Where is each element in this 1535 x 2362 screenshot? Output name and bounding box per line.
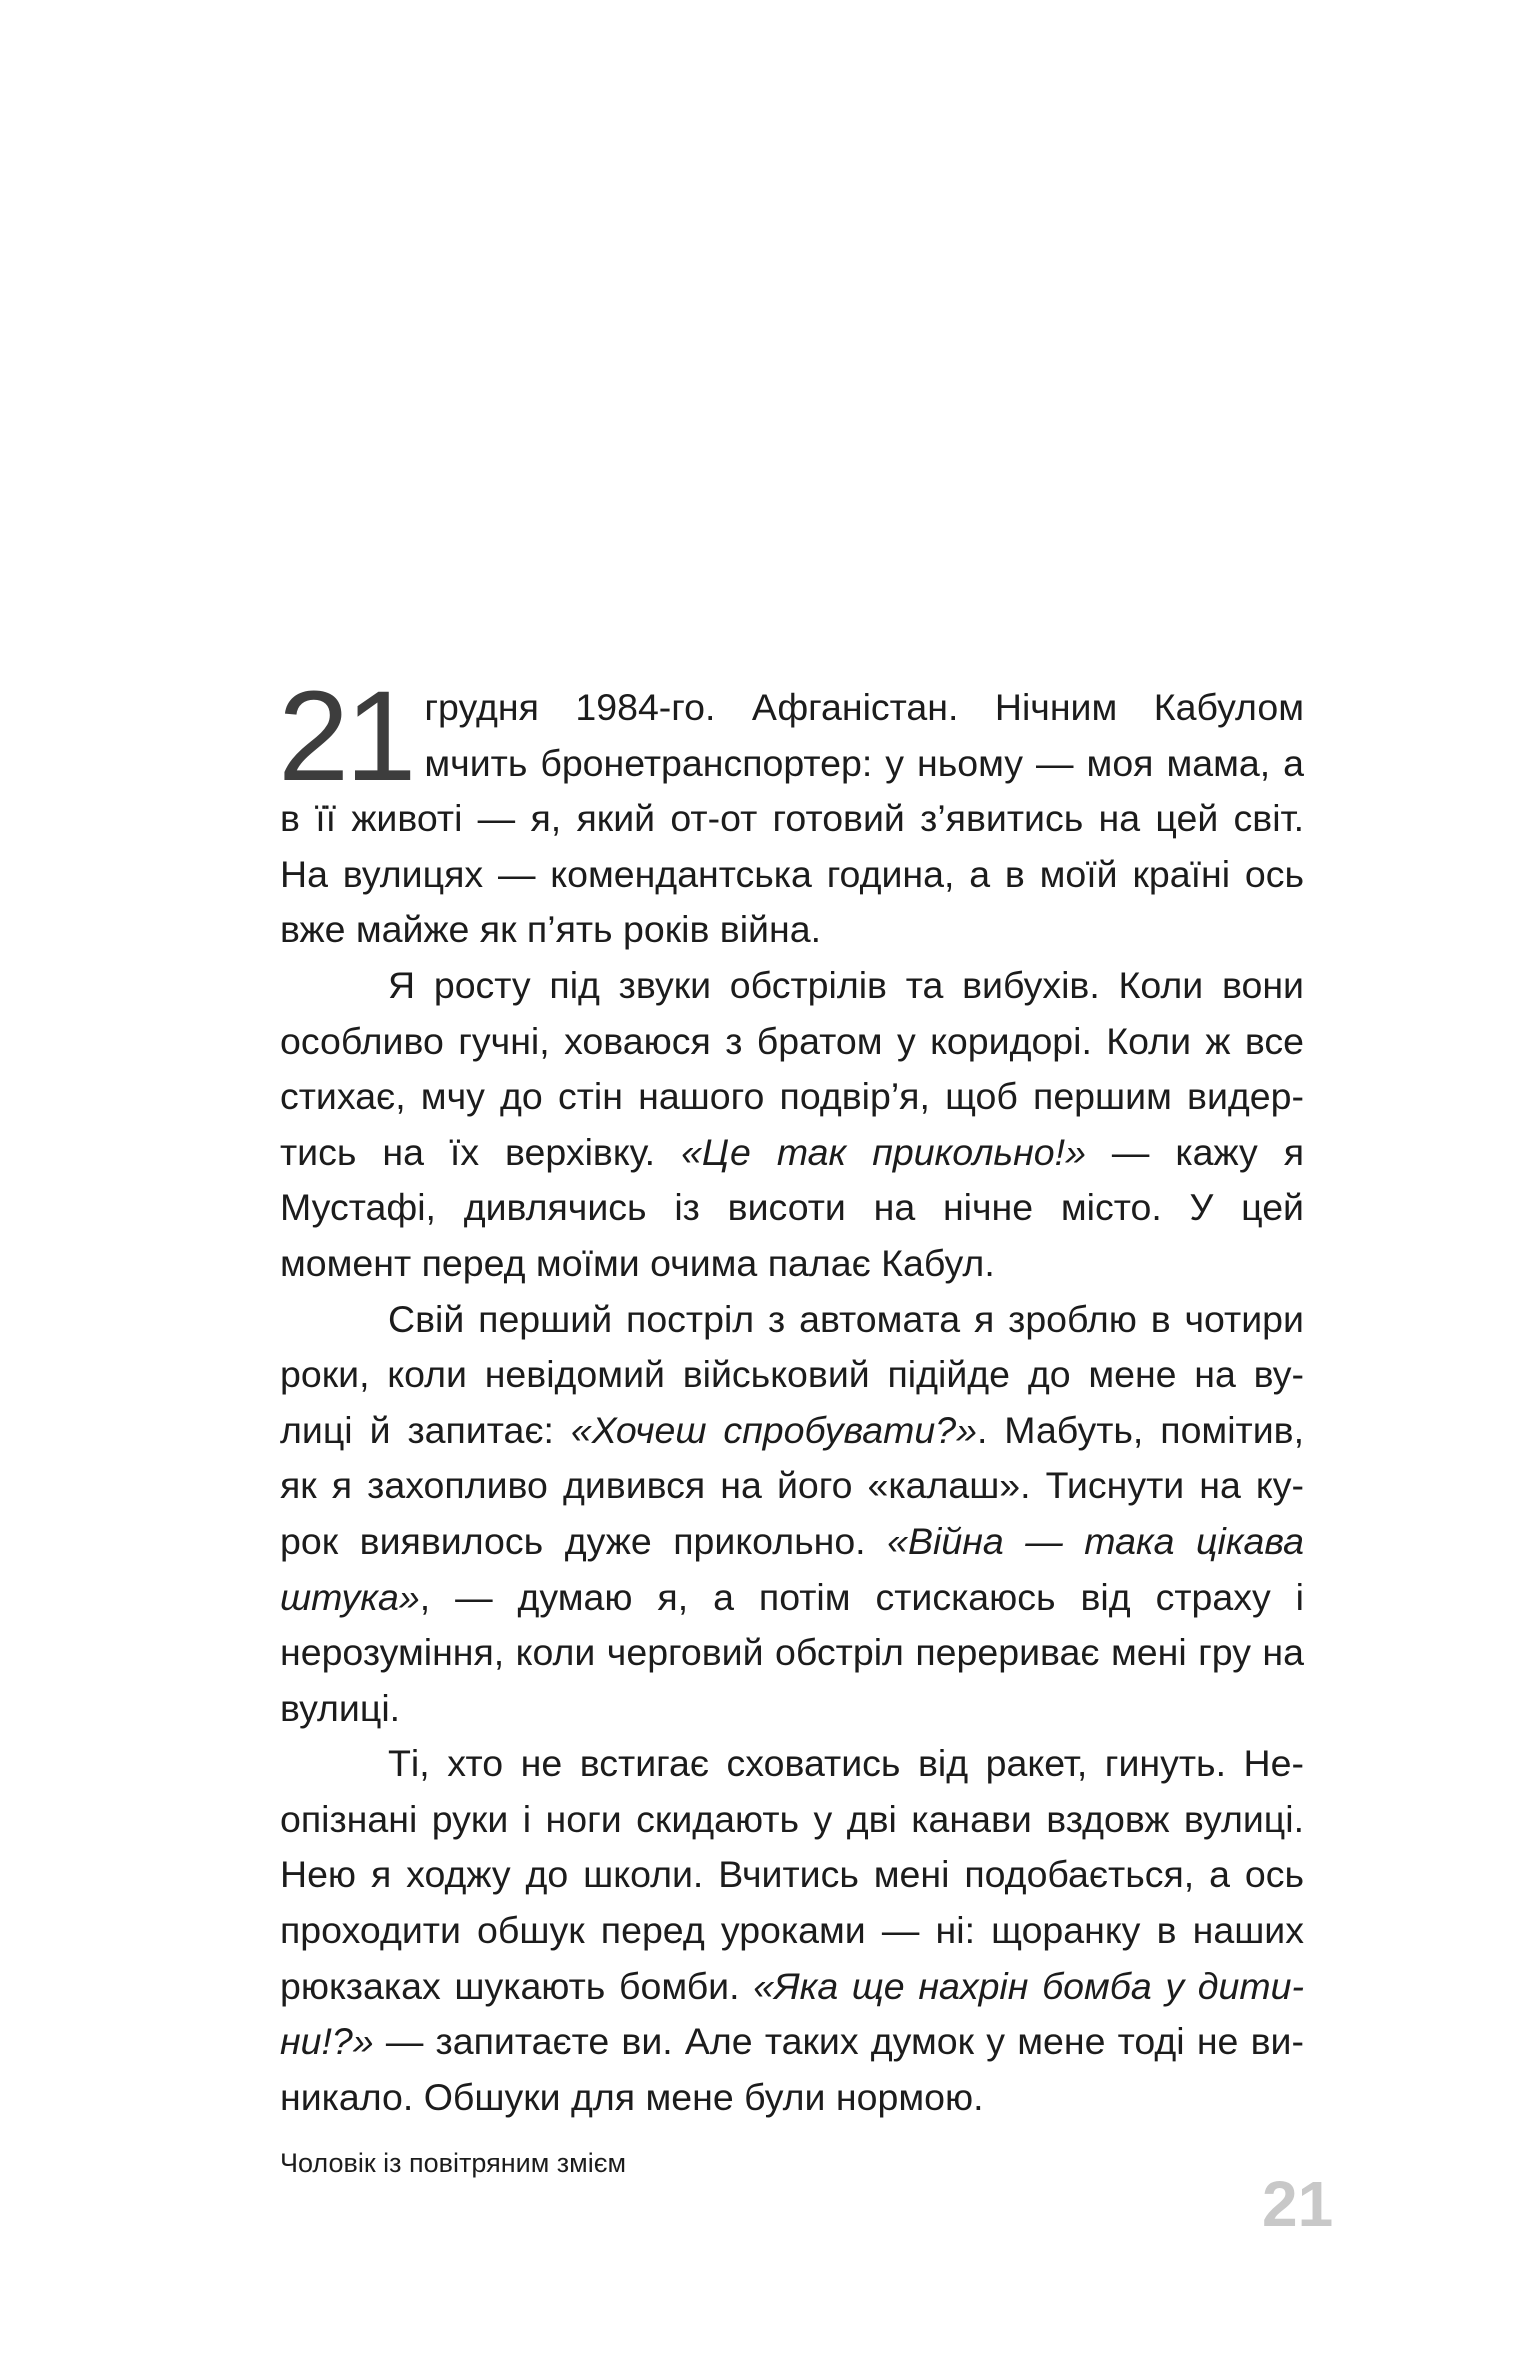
paragraph-2-text-a: Я росту під звуки обстрілів та вибухів. Коли вони особливо гучні, ховаюся з братом у коридорі. Коли ж все стихає, мчу до стін нашого подвір’я, щоб першим видертись на їх верхівку.	[280, 963, 1304, 1173]
paragraph-4-quote: «Яка ще нахрін бомба у дитини!?»	[280, 1964, 1304, 2063]
paragraph-4-text-b: — запитаєте ви. Але таких думок у мене тоді не виникало. Обшуки для мене були нормою.	[280, 2020, 1304, 2118]
paragraph-3-quote-1: «Хочеш спробувати?»	[570, 1408, 977, 1451]
drop-cap-date: 21	[278, 665, 413, 808]
chapter-text	[278, 665, 1305, 2125]
paragraph-2	[280, 958, 1304, 1292]
running-footer-book-title: Чоловік із повітряним змієм	[280, 2148, 627, 2178]
paragraph-1	[278, 665, 1304, 958]
paragraph-3	[280, 1292, 1304, 1737]
paragraph-2-text-b: — кажу я Мустафі, дивлячись із висоти на нічне місто. У цей момент перед моїми очима палає Кабул.	[280, 1130, 1305, 1284]
page-number: 21	[1262, 2168, 1334, 2240]
paragraph-3-text-a: Свій перший постріл з автомата я зроблю в чотири роки, коли невідомий військовий підійде до мене на вулиці й запитає:	[280, 1297, 1304, 1451]
paragraph-2-quote: «Це так прикольно!»	[681, 1130, 1086, 1173]
paragraph-3-text-b: . Мабуть, помітив, як я захопливо дивився на його «калаш». Тиснути на курок виявилось дуже прикольно.	[280, 1408, 1305, 1562]
paragraph-3-text-c: , — думаю я, а потім стискаюсь від страху і нерозуміння, коли черговий обстріл перериває мені гру на вулиці.	[280, 1575, 1304, 1729]
paragraph-4	[280, 1736, 1304, 2125]
paragraph-1-text: грудня 1984-го. Афганістан. Нічним Кабулом мчить бронетранспортер: у ньому — моя мама, а в її животі — я, який от-от готовий з’явитись на цей світ. На вулицях — комендантська година, а в моїй країні ось вже майже як п’ять років війна.	[280, 686, 1304, 951]
paragraph-4-text-a: Ті, хто не встигає сховатись від ракет, гинуть. Неопізнані руки і ноги скидають у дві канави вздовж вулиці. Нею я ходжу до школи. Вчитись мені подобається, а ось проходити обшук перед уроками — ні: щоранку в наших рюкзаках шукають бомби.	[280, 1742, 1304, 2007]
paragraph-3-quote-2: «Війна — така цікава штука»	[280, 1519, 1304, 1618]
